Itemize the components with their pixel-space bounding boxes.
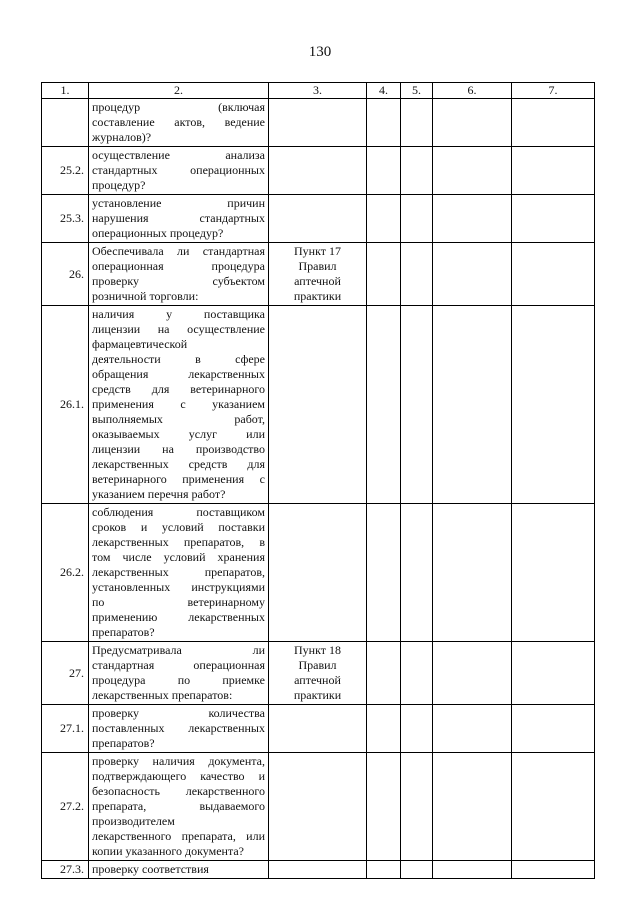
empty-cell: [433, 306, 512, 504]
header-cell: 2.: [89, 83, 269, 99]
legal-reference: [269, 147, 367, 195]
requirement-line: безопасность лекарственного: [92, 784, 265, 798]
requirement-text: [89, 642, 269, 705]
empty-cell: [401, 753, 433, 861]
requirement-line: операционная процедура: [92, 259, 265, 273]
header-row: [42, 83, 595, 99]
item-number: 26.2.: [42, 504, 89, 642]
requirement-line: нарушения стандартных: [92, 211, 265, 225]
header-cell: 4.: [367, 83, 401, 99]
requirement-line: поставленных лекарственных: [92, 721, 265, 735]
empty-cell: [512, 753, 595, 861]
requirement-text: [89, 705, 269, 753]
item-number: 25.2.: [42, 147, 89, 195]
requirement-line: по ветеринарному: [92, 595, 265, 609]
requirement-line: лицензии на производство: [92, 442, 265, 456]
legal-reference: [269, 195, 367, 243]
empty-cell: [401, 861, 433, 879]
requirement-line: составление актов, ведение: [92, 115, 265, 129]
requirement-line: сроков и условий поставки: [92, 520, 265, 534]
requirement-line: стандартная операционная: [92, 658, 265, 672]
requirement-line: препаратов?: [92, 736, 155, 750]
empty-cell: [512, 195, 595, 243]
empty-cell: [367, 861, 401, 879]
legal-reference: [269, 504, 367, 642]
empty-cell: [512, 243, 595, 306]
requirement-line: проверку соответствия: [92, 862, 209, 876]
empty-cell: [401, 705, 433, 753]
item-number: [42, 99, 89, 147]
requirement-line: лекарственных средств для: [92, 457, 265, 471]
reference-line: аптечной: [294, 274, 341, 288]
empty-cell: [367, 705, 401, 753]
requirement-line: деятельности в сфере: [92, 352, 265, 366]
requirement-line: проверку наличия документа,: [92, 754, 265, 768]
requirement-line: Предусматривала ли: [92, 643, 265, 657]
legal-reference: [269, 99, 367, 147]
empty-cell: [401, 147, 433, 195]
empty-cell: [512, 861, 595, 879]
requirement-line: соблюдения поставщиком: [92, 505, 265, 519]
requirement-line: препаратов?: [92, 625, 155, 639]
item-number: 26.: [42, 243, 89, 306]
requirement-text: [89, 753, 269, 861]
requirement-line: лекарственного препарата, или: [92, 829, 265, 843]
requirement-line: наличия у поставщика: [92, 307, 265, 321]
requirement-line: применению лекарственных: [92, 610, 265, 624]
empty-cell: [512, 99, 595, 147]
reference-line: Пункт 18: [293, 643, 341, 657]
legal-reference: [269, 243, 367, 306]
empty-cell: [401, 642, 433, 705]
requirement-text: [89, 306, 269, 504]
table-row: [42, 147, 595, 195]
requirement-line: Обеспечивала ли стандартная: [92, 244, 265, 258]
requirement-line: лекарственных препаратов, в: [92, 535, 265, 549]
empty-cell: [367, 642, 401, 705]
requirement-line: лекарственных препаратов:: [92, 688, 233, 702]
header-cell: 5.: [401, 83, 433, 99]
requirement-line: обращения лекарственных: [92, 367, 265, 381]
requirement-line: лицензии на осуществление: [92, 322, 265, 336]
empty-cell: [367, 306, 401, 504]
empty-cell: [433, 753, 512, 861]
table-row: [42, 195, 595, 243]
header-cell: 3.: [269, 83, 367, 99]
requirement-line: средств для ветеринарного: [92, 382, 265, 396]
checklist-table: [41, 82, 595, 879]
requirement-line: подтверждающего качество и: [92, 769, 265, 783]
empty-cell: [367, 195, 401, 243]
table-row: [42, 99, 595, 147]
requirement-line: проверку субъектом: [92, 274, 265, 288]
item-number: 27.3.: [42, 861, 89, 879]
legal-reference: [269, 861, 367, 879]
item-number: 26.1.: [42, 306, 89, 504]
requirement-line: копии указанного документа?: [92, 844, 244, 858]
page-number: 130: [308, 44, 332, 60]
requirement-text: [89, 243, 269, 306]
item-number: 25.3.: [42, 195, 89, 243]
empty-cell: [401, 504, 433, 642]
empty-cell: [367, 753, 401, 861]
requirement-line: розничной торговли:: [92, 289, 199, 303]
header-cell: 1.: [42, 83, 89, 99]
reference-line: аптечной: [294, 673, 341, 687]
reference-line: Правил: [298, 658, 337, 672]
reference-line: Правил: [298, 259, 337, 273]
requirement-text: [89, 99, 269, 147]
requirement-text: [89, 504, 269, 642]
requirement-line: указанием перечня работ?: [92, 487, 226, 501]
empty-cell: [401, 99, 433, 147]
empty-cell: [367, 147, 401, 195]
table-row: [42, 642, 595, 705]
requirement-line: производителем: [92, 814, 175, 828]
requirement-line: препарата, выдаваемого: [92, 799, 265, 813]
empty-cell: [433, 147, 512, 195]
legal-reference: [269, 705, 367, 753]
empty-cell: [433, 642, 512, 705]
empty-cell: [433, 705, 512, 753]
requirement-line: установление причин: [92, 196, 265, 210]
legal-reference: [269, 753, 367, 861]
empty-cell: [433, 861, 512, 879]
empty-cell: [433, 195, 512, 243]
empty-cell: [367, 243, 401, 306]
item-number: 27.2.: [42, 753, 89, 861]
table-row: [42, 753, 595, 861]
table-row: [42, 243, 595, 306]
requirement-line: лекарственных препаратов,: [92, 565, 265, 579]
table-row: [42, 705, 595, 753]
requirement-line: стандартных операционных: [92, 163, 265, 177]
empty-cell: [367, 99, 401, 147]
requirement-line: процедур (включая: [92, 100, 265, 114]
requirement-line: процедур?: [92, 178, 146, 192]
empty-cell: [512, 642, 595, 705]
empty-cell: [433, 243, 512, 306]
item-number: 27.1.: [42, 705, 89, 753]
empty-cell: [512, 306, 595, 504]
reference-line: практики: [293, 688, 342, 702]
requirement-line: применения с указанием: [92, 397, 265, 411]
requirement-text: [89, 195, 269, 243]
empty-cell: [401, 243, 433, 306]
empty-cell: [512, 705, 595, 753]
item-number: 27.: [42, 642, 89, 705]
requirement-line: установленных инструкциями: [92, 580, 265, 594]
requirement-line: ветеринарного применения с: [92, 472, 265, 486]
requirement-text: [89, 147, 269, 195]
requirement-line: оказываемых услуг или: [92, 427, 265, 441]
requirement-line: фармацевтической: [92, 337, 188, 351]
empty-cell: [401, 195, 433, 243]
empty-cell: [433, 504, 512, 642]
requirement-line: операционных процедур?: [92, 226, 224, 240]
legal-reference: [269, 642, 367, 705]
empty-cell: [367, 504, 401, 642]
table-row: [42, 306, 595, 504]
header-cell: 6.: [433, 83, 512, 99]
requirement-line: проверку количества: [92, 706, 265, 720]
empty-cell: [433, 99, 512, 147]
requirement-line: выполняемых работ,: [92, 412, 265, 426]
empty-cell: [512, 504, 595, 642]
table-row: [42, 504, 595, 642]
empty-cell: [401, 306, 433, 504]
legal-reference: [269, 306, 367, 504]
reference-line: практики: [293, 289, 342, 303]
requirement-line: процедура по приемке: [92, 673, 265, 687]
reference-line: Пункт 17: [293, 244, 341, 258]
requirement-text: [89, 861, 269, 879]
requirement-line: том числе условий хранения: [92, 550, 265, 564]
requirement-line: журналов)?: [92, 130, 152, 144]
requirement-line: осуществление анализа: [92, 148, 265, 162]
empty-cell: [512, 147, 595, 195]
table-row: [42, 861, 595, 879]
header-cell: 7.: [512, 83, 595, 99]
